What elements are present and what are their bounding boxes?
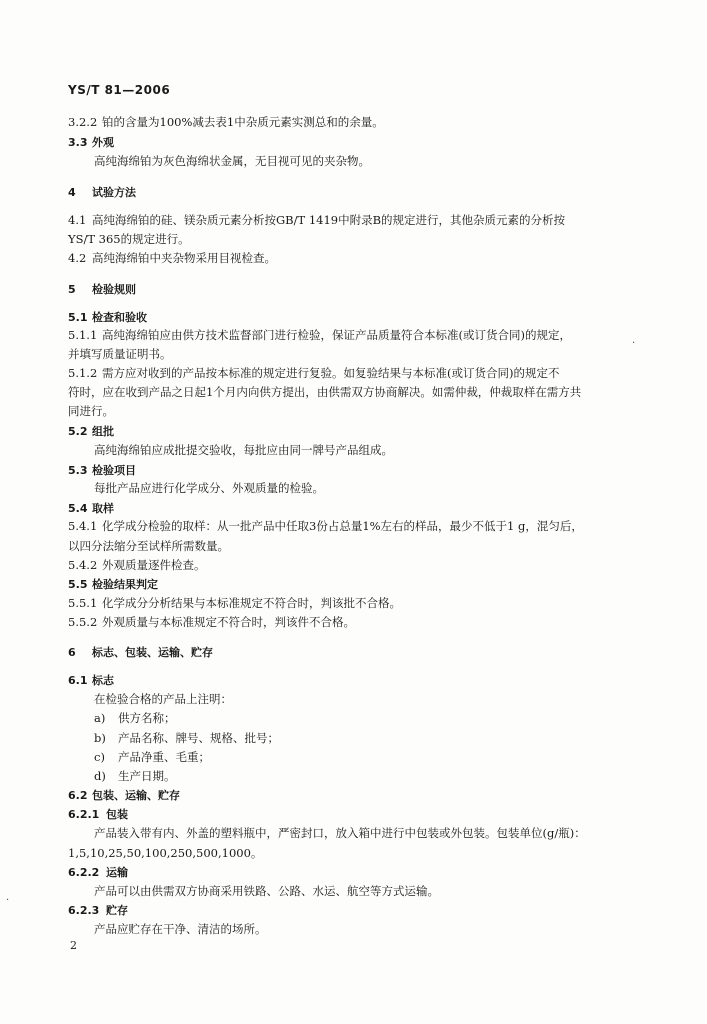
section-5-3-heading [68,462,638,479]
clause-number: 5.5.2 [68,615,98,629]
clause-heading: 贮存 [106,904,128,917]
section-6-heading [68,644,638,661]
clause-5-5-2 [68,614,638,630]
clause-5-4-2 [68,557,638,573]
clause-number: 6.2.3 [68,904,100,917]
clause-number: 5.4 [68,502,88,515]
list-text: 供方名称； [118,711,176,725]
clause-number: 5.5 [68,578,88,591]
clause-number: 6.2.2 [68,866,100,879]
list-text: 生产日期。 [118,769,176,783]
clause-number: 6.1 [68,674,88,687]
paragraph-continued: 同进行。 [68,404,114,418]
clause-text: 外观质量与本标准规定不符合时，判该件不合格。 [102,615,355,629]
clause-heading: 取样 [92,502,114,515]
clause-number: 4.1 [68,213,87,227]
paragraph-continued: YS/T 365的规定进行。 [68,232,190,246]
paragraph: 产品应贮存在干净、清洁的场所。 [94,922,267,936]
section-6-1-heading [68,672,638,689]
clause-text: 铂的含量为100%减去表1中杂质元素实测总和的余量。 [102,115,384,129]
paragraph-continued: 并填写质量证明书。 [68,347,172,361]
section-3-3-heading [68,134,638,151]
list-item [94,730,664,746]
clause-number: 5.2 [68,425,88,438]
clause-number: 3.2.2 [68,115,98,129]
list-marker: b) [94,731,106,745]
list-marker: d) [94,769,106,783]
section-4-heading [68,184,638,201]
list-text: 产品净重、毛重； [118,750,210,764]
standard-code: YS/T 81—2006 [68,83,171,97]
clause-number: 5.5.1 [68,596,98,610]
section-6-2-heading [68,787,638,804]
clause-number: 5.4.2 [68,558,98,572]
clause-heading: 检验结果判定 [92,578,158,591]
clause-number: 5.1.1 [68,328,98,342]
clause-text: 需方应对收到的产品按本标准的规定进行复验。如复验结果与本标准(或订货合同)的规定不 [102,366,560,380]
clause-text: 高纯海绵铂的硅、镁杂质元素分析按GB/T 1419中附录B的规定进行，其他杂质元素的分析按 [92,213,566,227]
section-number: 4 [68,186,76,199]
list-marker: c) [94,750,105,764]
clause-5-4-1 [68,518,638,534]
clause-text: 化学成分分析结果与本标准规定不符合时，判该批不合格。 [102,596,401,610]
clause-number: 5.1 [68,311,88,324]
clause-text: 高纯海绵铂中夹杂物采用目视检查。 [92,251,276,265]
page-number: 2 [70,939,77,952]
paragraph: 在检验合格的产品上注明： [94,692,232,706]
clause-heading: 检验项目 [92,464,136,477]
clause-4-2 [68,250,638,266]
list-item [94,710,664,726]
clause-number: 5.1.2 [68,366,98,380]
paragraph: 产品可以由供需双方协商采用铁路、公路、水运、航空等方式运输。 [94,884,439,898]
section-heading: 检验规则 [92,283,136,296]
paragraph: 高纯海绵铂应成批提交验收，每批应由同一牌号产品组成。 [94,443,393,457]
section-5-heading [68,281,638,298]
section-6-2-2-heading [68,864,638,881]
clause-3-2-2 [68,114,638,130]
section-number: 6 [68,646,76,659]
section-5-5-heading [68,576,638,593]
paragraph: 高纯海绵铂为灰色海绵状金属，无目视可见的夹杂物。 [94,154,370,168]
list-marker: a) [94,711,106,725]
clause-5-1-2 [68,365,638,381]
list-item [94,749,664,765]
section-5-1-heading [68,309,638,326]
clause-number: 3.3 [68,136,88,149]
section-6-2-1-heading [68,806,638,823]
list-text: 产品名称、牌号、规格、批号； [118,731,279,745]
clause-heading: 标志 [92,674,114,687]
scan-speck: · [6,895,10,906]
clause-number: 5.4.1 [68,519,98,533]
paragraph-continued: 1,5,10,25,50,100,250,500,1000。 [68,846,263,860]
paragraph-continued: 符时，应在收到产品之日起1个月内向供方提出，由供需双方协商解决。如需仲裁，仲裁取样在需方共 [68,385,582,399]
clause-number: 6.2 [68,789,88,802]
clause-number: 5.3 [68,464,88,477]
clause-heading: 检查和验收 [92,311,147,324]
clause-text: 高纯海绵铂应由供方技术监督部门进行检验，保证产品质量符合本标准(或订货合同)的规定， [102,328,571,342]
clause-number: 4.2 [68,251,87,265]
clause-heading: 外观 [92,136,114,149]
paragraph: 产品装入带有内、外盖的塑料瓶中，严密封口，放入箱中进行中包装或外包装。包装单位(g/瓶)： [94,826,586,840]
paragraph: 每批产品应进行化学成分、外观质量的检验。 [94,481,324,495]
clause-4-1 [68,212,638,228]
clause-number: 6.2.1 [68,808,100,821]
clause-heading: 运输 [106,866,128,879]
clause-text: 外观质量逐件检查。 [102,558,206,572]
scan-speck: · [632,338,636,349]
section-heading: 试验方法 [92,186,136,199]
section-5-4-heading [68,500,638,517]
list-item [94,768,664,784]
section-6-2-3-heading [68,902,638,919]
section-heading: 标志、包装、运输、贮存 [92,646,213,659]
paragraph-continued: 以四分法缩分至试样所需数量。 [68,539,229,553]
clause-heading: 包装、运输、贮存 [92,789,180,802]
clause-heading: 组批 [92,425,114,438]
clause-heading: 包装 [106,808,128,821]
clause-text: 化学成分检验的取样：从一批产品中任取3份占总量1%左右的样品，最少不低于1 g，混匀后， [102,519,583,533]
clause-5-1-1 [68,327,638,343]
section-number: 5 [68,283,76,296]
section-5-2-heading [68,423,638,440]
clause-5-5-1 [68,595,638,611]
